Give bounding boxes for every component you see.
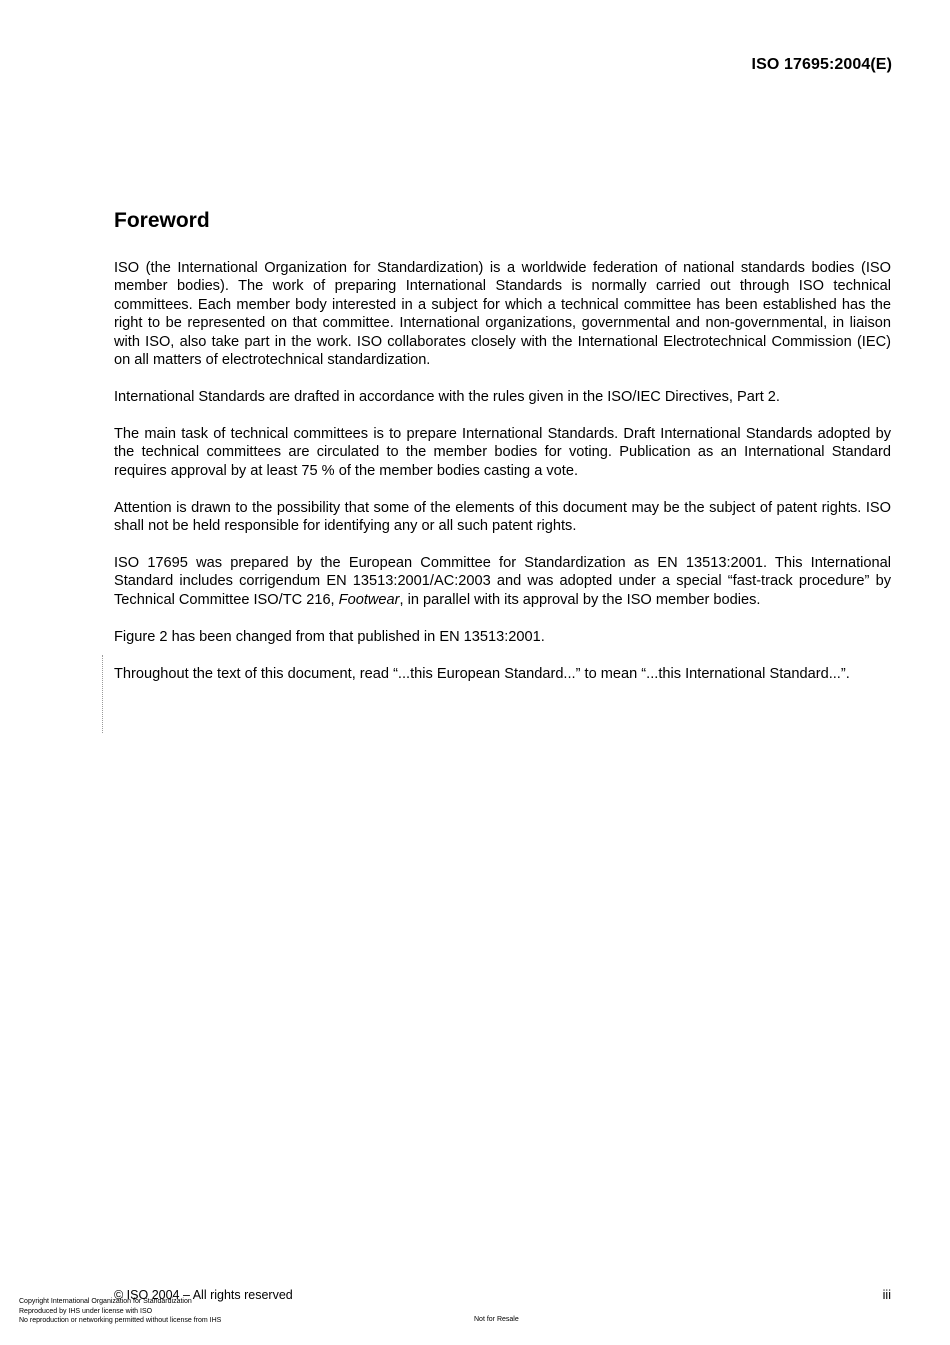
paragraph: Throughout the text of this document, read “...this European Standard...” to mean “...this International Standard...”. — [114, 665, 850, 682]
document-id: ISO 17695:2004(E) — [751, 56, 892, 73]
license-line: Reproduced by IHS under license with ISO — [19, 1307, 153, 1315]
license-notice — [19, 1297, 221, 1326]
paragraph: Attention is drawn to the possibility that some of the elements of this document may be the subject of patent rights. ISO shall not be held responsible for identifying any or all such patent rights. — [114, 499, 891, 534]
paragraph: ISO (the International Organization for Standardization) is a worldwide federation of national standards bodies (ISO member bodies). The work of preparing International Standards is normally carried out through ISO technical committees. Each member body interested in a subject for which a technical committee has been established has the right to be represented on that committee. International organizations, governmental and non-governmental, in liaison with ISO, also take part in the work. ISO collaborates closely with the International Electrotechnical Commission (IEC) on all matters of electrotechnical standardization. — [114, 260, 891, 369]
copyright-footer: © ISO 2004 – All rights reserved — [114, 1288, 293, 1302]
foreword-body — [114, 259, 891, 701]
resale-notice: Not for Resale — [474, 1316, 519, 1323]
page-number: iii — [882, 1288, 891, 1302]
license-line: No reproduction or networking permitted without license from IHS — [19, 1317, 222, 1324]
paragraph: The main task of technical committees is to prepare International Standards. Draft International Standards adopted by the technical committees are circulated to the member bodies for voting. Publication as an International Standard requires approval by at least 75 % of the member bodies casting a vote. — [114, 425, 891, 479]
paragraph-text: , in parallel with its approval by the ISO member bodies. — [399, 591, 761, 608]
license-line: Copyright International Organization for Standardization — [19, 1298, 192, 1305]
committee-name: Footwear — [338, 591, 400, 608]
paragraph: International Standards are drafted in accordance with the rules given in the ISO/IEC Directives, Part 2. — [114, 388, 780, 405]
paragraph: Figure 2 has been changed from that published in EN 13513:2001. — [114, 628, 545, 645]
page-title: Foreword — [114, 209, 210, 232]
change-bar — [102, 655, 103, 733]
paragraph — [114, 554, 891, 609]
paragraph-text: ISO 17695 was prepared by the European Committee for Standardization as EN 13513:2001. This International Standard includes corrigendum EN 13513:2001/AC:2003 and was adopted under a special “fast-track procedure” by Technical Committee ISO/TC 216, — [114, 554, 891, 608]
